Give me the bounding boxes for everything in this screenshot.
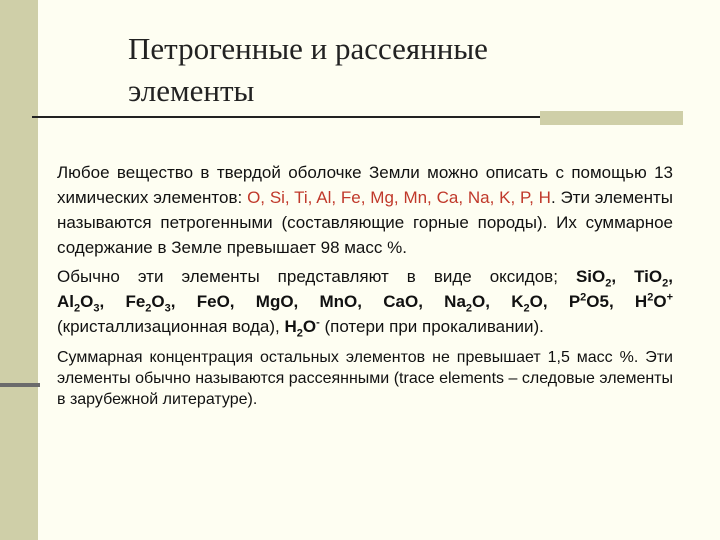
oxide-fe2o3: $Fe_2O_3$, xyxy=(125,292,176,315)
oxides-line-2 xyxy=(57,289,673,314)
oxide-al2o3: $Al_2O_3$, xyxy=(57,292,105,315)
oxide-sio2: SiO$_2$, xyxy=(575,267,617,290)
para1-text-b: . Эти элементы называются петрогенными (составляющие горные породы). Их суммарное содержание в Земле превышает 98 масс %. xyxy=(57,188,673,257)
oxides-line-1 xyxy=(57,264,673,289)
title-accent-block xyxy=(540,111,683,125)
oxide-na2o: $Na_2O$, xyxy=(444,292,490,315)
slide-title xyxy=(128,28,648,112)
oxide-h2o-minus: $H_2O^-$ xyxy=(284,316,320,340)
oxides-line-3: (кристаллизационная вода), $H_2O^-$ (потери при прокаливании). xyxy=(57,316,544,340)
decorative-sidebar xyxy=(0,0,38,540)
oxide-cao: CaO, xyxy=(383,292,423,311)
oxide-mgo: MgO, xyxy=(255,292,299,311)
oxide-k2o: $K_2O$, xyxy=(511,292,548,315)
oxide-h2o-plus: $H^2O^+$ xyxy=(634,291,673,311)
element-list: O, Si, Ti, Al, Fe, Mg, Mn, Ca, Na, K, P, H xyxy=(247,188,551,207)
oxide-mno: MnO, xyxy=(319,292,363,311)
oxide-tio2: TiO$_2$, xyxy=(634,267,673,290)
slide-body xyxy=(57,160,673,410)
oxide-p2o5: $P^2O5$, xyxy=(568,291,614,311)
oxide-feo: FeO, xyxy=(196,292,235,311)
oxides-lead: Обычно эти элементы представляют в виде оксидов; xyxy=(57,267,576,286)
title-line-1: Петрогенные и рассеянные xyxy=(128,31,488,66)
paragraph-oxides xyxy=(57,264,673,339)
title-line-2: элементы xyxy=(128,73,255,108)
para1-text-a: Любое вещество в твердой оболочке Земли можно описать с помощью 13 химических элементов: xyxy=(57,163,673,207)
paragraph-trace-elements: Суммарная концентрация остальных элементов не превышает 1,5 масс %. Эти элементы обычно называются рассеянными (trace elements – следовые элементы в зарубежной литературе). xyxy=(57,349,673,408)
sidebar-divider xyxy=(0,383,40,387)
paragraph-petrogenic xyxy=(57,160,673,260)
